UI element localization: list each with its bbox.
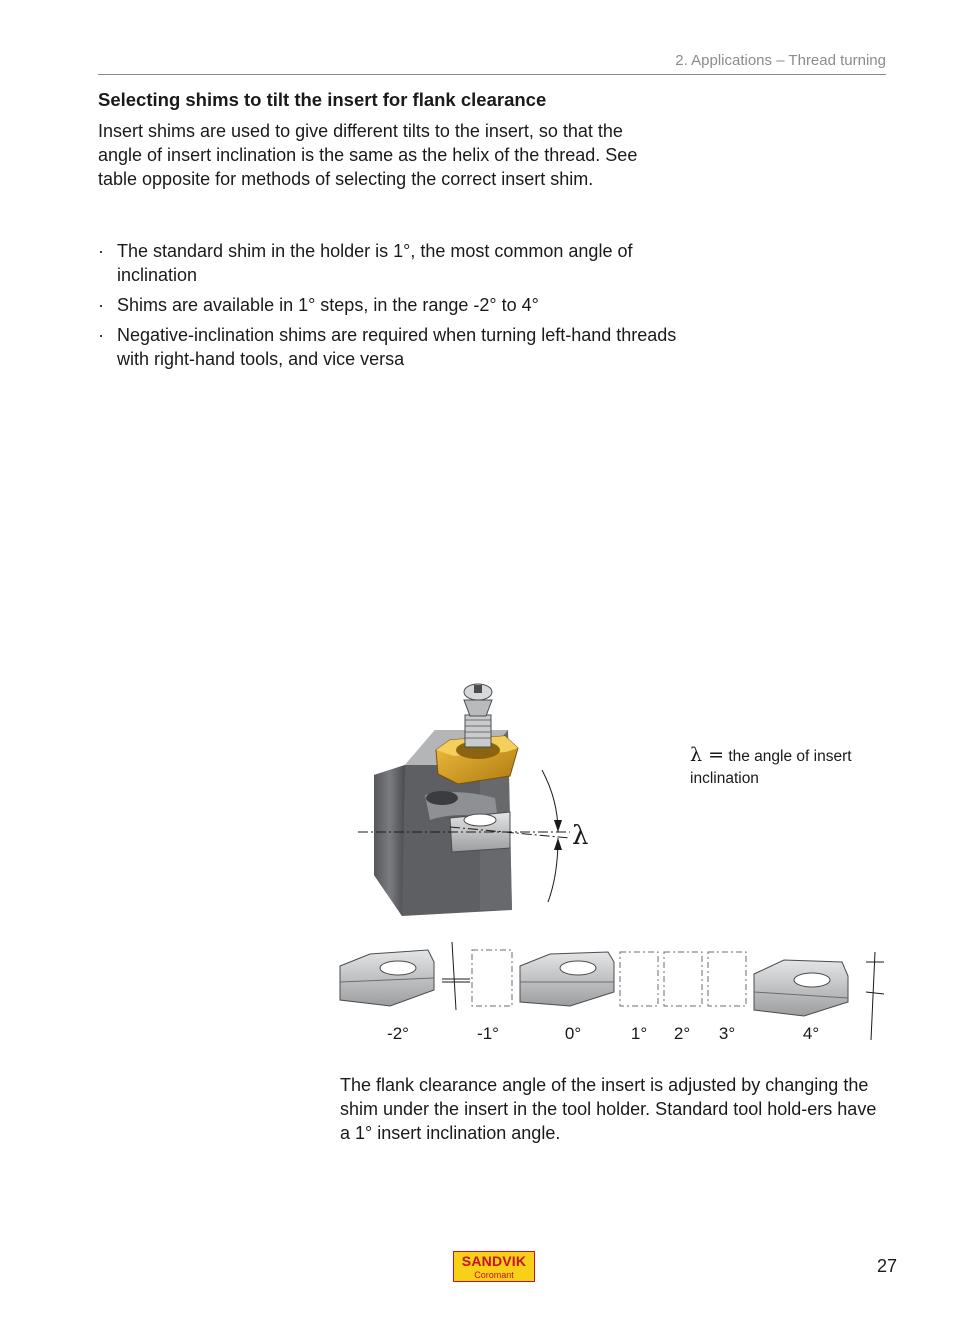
shim-1 xyxy=(620,952,658,1006)
lambda-legend xyxy=(690,744,880,790)
bullet-text: Shims are available in 1° steps, in the range -2° to 4° xyxy=(117,295,539,315)
angle-arrow-lower xyxy=(554,838,562,850)
list-item xyxy=(98,293,698,317)
clamp-screw xyxy=(464,684,492,747)
shim-label: -1° xyxy=(477,1024,499,1043)
bullet-list xyxy=(98,239,698,377)
shim-label: 4° xyxy=(802,1024,820,1043)
logo-sub: Coromant xyxy=(474,1270,514,1280)
list-item xyxy=(98,239,698,287)
shim-label: 3° xyxy=(718,1024,736,1043)
legend-symbol: λ = xyxy=(690,744,725,766)
shim-label: 1° xyxy=(630,1024,648,1043)
list-item xyxy=(98,323,698,371)
intro-paragraph: Insert shims are used to give different tilts to the insert, so that the angle of insert inclination is the same as the helix of the thread. See table opposite for methods of selecting the correct insert shim. xyxy=(98,121,638,189)
shim-label: 2° xyxy=(673,1024,691,1043)
bullet-text: The standard shim in the holder is 1°, the most common angle of inclination xyxy=(117,241,633,285)
bullet-dot: · xyxy=(98,325,104,345)
angle-arrow-upper xyxy=(554,820,562,832)
logo-brand: SANDVIK xyxy=(461,1253,527,1269)
dim-line xyxy=(452,942,456,1010)
running-head xyxy=(98,50,886,75)
figure-caption: The flank clearance angle of the insert is adjusted by changing the shim under the insert in the tool holder. Standard tool hold-ers have a 1° insert inclination angle. xyxy=(340,1075,877,1143)
shim-minus-1 xyxy=(472,950,512,1006)
bullet-dot: · xyxy=(98,241,104,261)
page-number: 27 xyxy=(877,1256,898,1276)
section-heading: Selecting shims to tilt the insert for flank clearance xyxy=(98,89,547,110)
lambda-label: λ xyxy=(572,821,589,851)
shim-label: -2° xyxy=(387,1024,409,1043)
running-head-text: 2. Applications – Thread turning xyxy=(675,52,886,69)
shim-2 xyxy=(664,952,702,1006)
shim-label: 0° xyxy=(564,1024,582,1043)
bullet-dot: · xyxy=(98,295,104,315)
dim-line xyxy=(871,952,875,1040)
shim-illustration xyxy=(330,670,890,1060)
shim-minus-2 xyxy=(340,950,434,1006)
legend-text: the angle of insert inclination xyxy=(690,748,852,787)
dim-line xyxy=(866,992,884,994)
bullet-text: Negative-inclination shims are required when turning left-hand threads with right-hand tools, and vice versa xyxy=(117,325,677,369)
shim-3 xyxy=(708,952,746,1006)
shim-0 xyxy=(520,952,614,1006)
shim-4 xyxy=(754,960,848,1016)
sandvik-logo xyxy=(453,1251,535,1282)
